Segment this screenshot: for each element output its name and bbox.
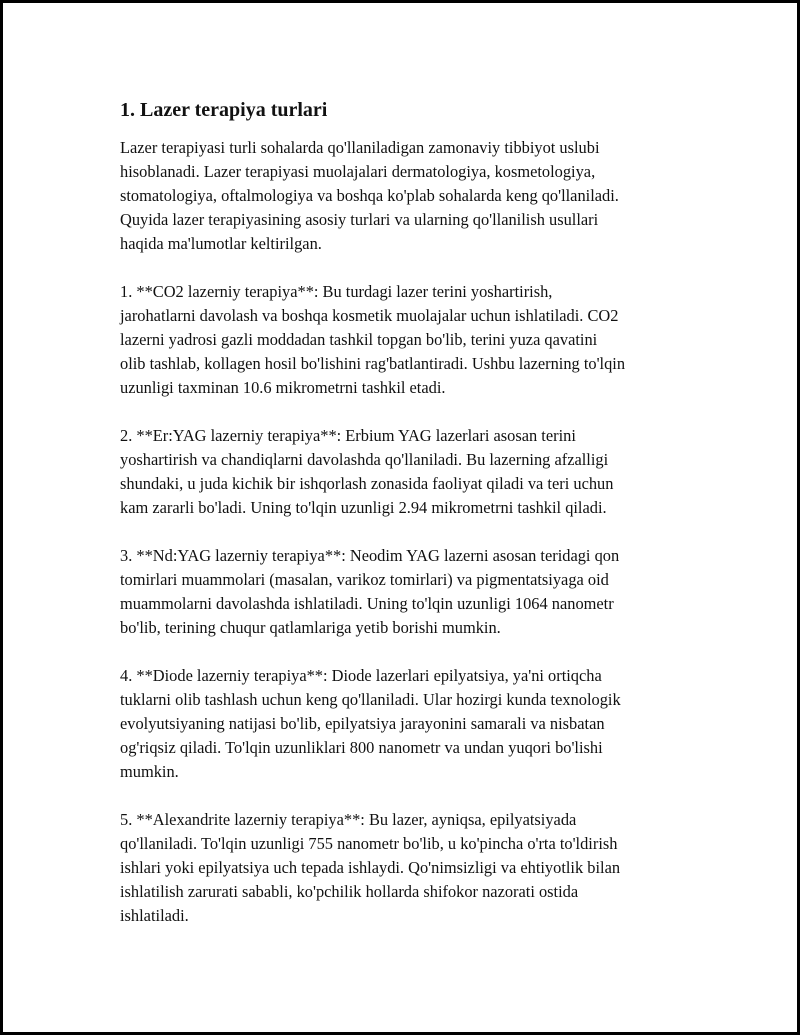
paragraph-alexandrite-laser bbox=[120, 808, 690, 928]
text-line: kam zararli bo'ladi. Uning to'lqin uzunligi 2.94 mikrometrni tashkil qiladi. bbox=[120, 498, 607, 517]
text-line: 2. **Er:YAG lazerniy terapiya**: Erbium YAG lazerlari asosan terini bbox=[120, 426, 576, 445]
text-line: Quyida lazer terapiyasining asosiy turlari va ularning qo'llanilish usullari bbox=[120, 210, 599, 229]
text-line: ishlatilish zarurati sababli, ko'pchilik hollarda shifokor nazorati ostida bbox=[120, 882, 579, 901]
text-line: Lazer terapiyasi turli sohalarda qo'llaniladigan zamonaviy tibbiyot uslubi bbox=[120, 138, 600, 157]
section-heading: 1. Lazer terapiya turlari bbox=[120, 99, 328, 121]
text-line: haqida ma'lumotlar keltirilgan. bbox=[120, 234, 322, 253]
text-line: 3. **Nd:YAG lazerniy terapiya**: Neodim YAG lazerni asosan teridagi qon bbox=[120, 546, 620, 565]
paragraph-eryag-laser bbox=[120, 424, 690, 520]
paragraph-diode-laser bbox=[120, 664, 690, 784]
text-line: tomirlari muammolari (masalan, varikoz tomirlari) va pigmentatsiyaga oid bbox=[120, 570, 609, 589]
text-line: 1. **CO2 lazerniy terapiya**: Bu turdagi lazer terini yoshartirish, bbox=[120, 282, 553, 301]
text-line: lazerni yadrosi gazli moddadan tashkil topgan bo'lib, terini yuza qavatini bbox=[120, 330, 598, 349]
text-line: ishlatiladi. bbox=[120, 906, 189, 925]
text-line: ishlari yoki epilyatsiya uch tepada ishlaydi. Qo'nimsizligi va ehtiyotlik bilan bbox=[120, 858, 621, 877]
text-line: 5. **Alexandrite lazerniy terapiya**: Bu lazer, ayniqsa, epilyatsiyada bbox=[120, 810, 577, 829]
paragraph-intro bbox=[120, 136, 690, 256]
text-line: jarohatlarni davolash va boshqa kosmetik muolajalar uchun ishlatiladi. CO2 bbox=[120, 306, 619, 325]
text-line: olib tashlab, kollagen hosil bo'lishini rag'batlantiradi. Ushbu lazerning to'lqin bbox=[120, 354, 626, 373]
text-line: 4. **Diode lazerniy terapiya**: Diode lazerlari epilyatsiya, ya'ni ortiqcha bbox=[120, 666, 602, 685]
document-content bbox=[120, 98, 690, 952]
text-line: tuklarni olib tashlash uchun keng qo'llaniladi. Ular hozirgi kunda texnologik bbox=[120, 690, 621, 709]
text-line: muammolarni davolashda ishlatiladi. Uning to'lqin uzunligi 1064 nanometr bbox=[120, 594, 614, 613]
text-line: uzunligi taxminan 10.6 mikrometrni tashkil etadi. bbox=[120, 378, 446, 397]
text-line: yoshartirish va chandiqlarni davolashda qo'llaniladi. Bu lazerning afzalligi bbox=[120, 450, 609, 469]
text-line: bo'lib, terining chuqur qatlamlariga yetib borishi mumkin. bbox=[120, 618, 501, 637]
text-line: hisoblanadi. Lazer terapiyasi muolajalari dermatologiya, kosmetologiya, bbox=[120, 162, 596, 181]
text-line: evolyutsiyaning natijasi bo'lib, epilyatsiya jarayonini samarali va nisbatan bbox=[120, 714, 605, 733]
text-line: shundaki, u juda kichik bir ishqorlash zonasida faoliyat qiladi va teri uchun bbox=[120, 474, 614, 493]
paragraph-ndyag-laser bbox=[120, 544, 690, 640]
text-line: qo'llaniladi. To'lqin uzunligi 755 nanometr bo'lib, u ko'pincha o'rta to'ldirish bbox=[120, 834, 618, 853]
text-line: og'riqsiz qiladi. To'lqin uzunliklari 800 nanometr va undan yuqori bo'lishi bbox=[120, 738, 603, 757]
text-line: stomatologiya, oftalmologiya va boshqa ko'plab sohalarda keng qo'llaniladi. bbox=[120, 186, 619, 205]
text-line: mumkin. bbox=[120, 762, 179, 781]
paragraph-co2-laser bbox=[120, 280, 690, 400]
